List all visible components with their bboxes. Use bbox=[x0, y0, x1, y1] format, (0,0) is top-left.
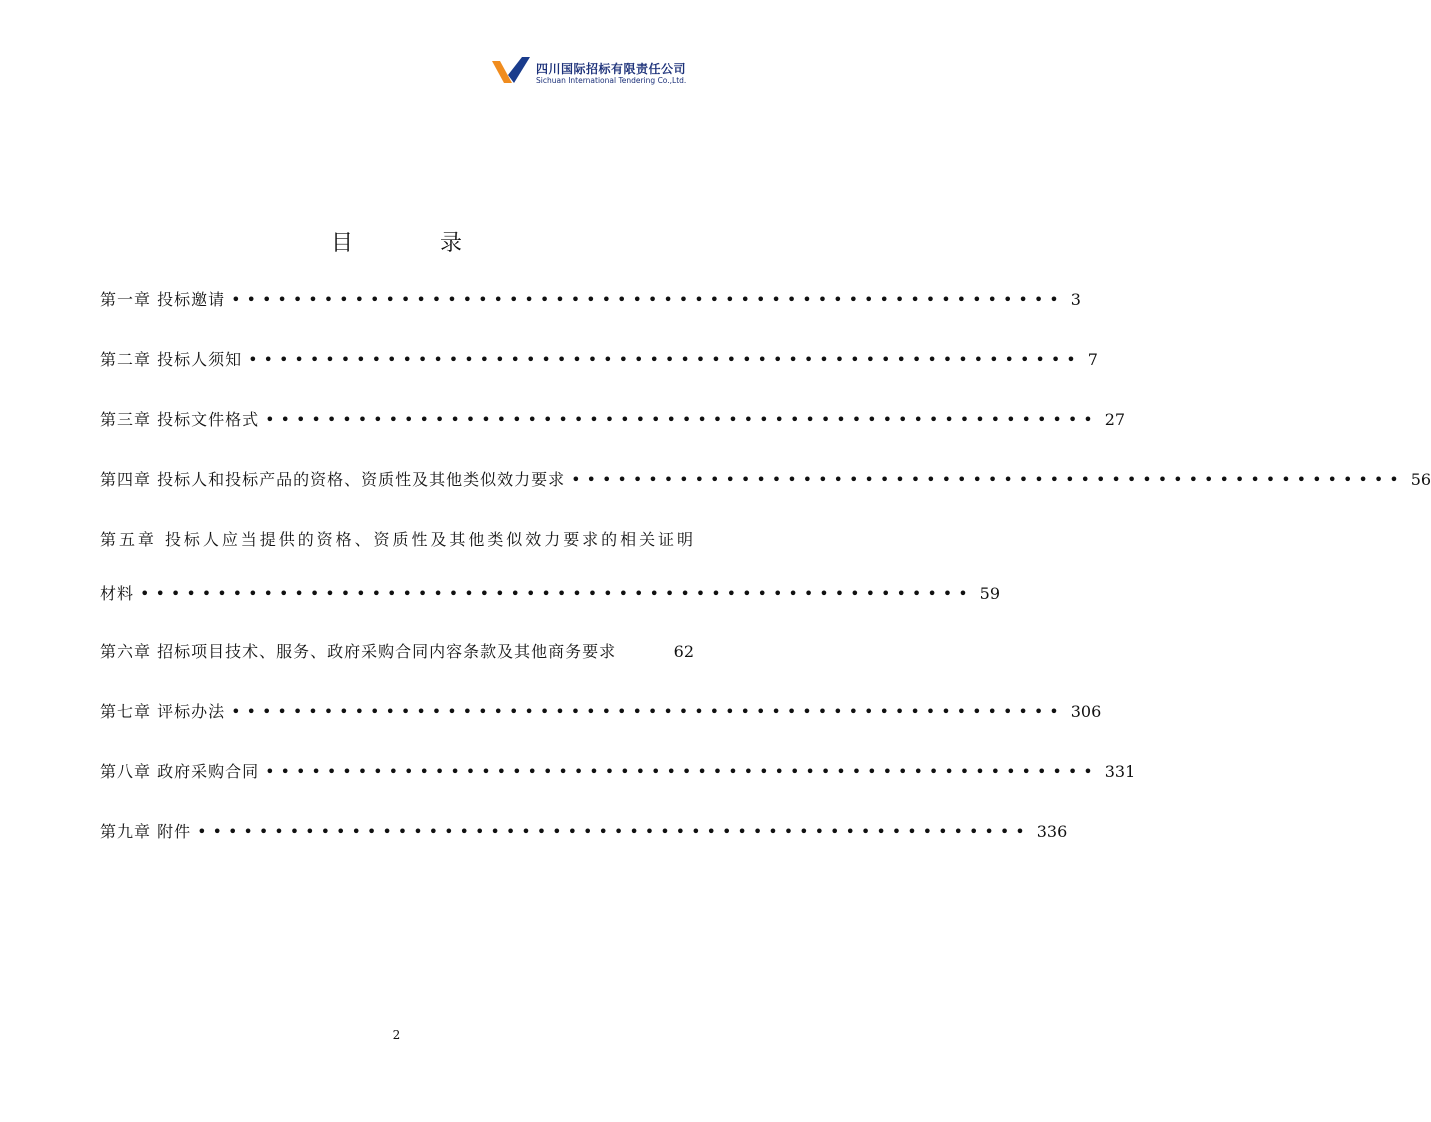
toc-title: 目 录 bbox=[331, 231, 502, 256]
toc-entry-label: 第八章 政府采购合同 bbox=[100, 762, 260, 781]
toc-entry-label: 第九章 附件 bbox=[100, 822, 192, 841]
toc-entry-page: 336 bbox=[1036, 822, 1068, 841]
toc-entry-ch2[interactable] bbox=[100, 342, 1098, 402]
toc-entry-label: 第六章 招标项目技术、服务、政府采购合同内容条款及其他商务要求 bbox=[100, 642, 617, 661]
toc-entry-page: 306 bbox=[1070, 702, 1102, 721]
toc-entry-page: 59 bbox=[979, 584, 1000, 603]
toc-entry-page: 7 bbox=[1087, 350, 1098, 369]
toc-entry-page: 56 bbox=[1410, 470, 1431, 489]
toc-entry-ch1[interactable] bbox=[100, 282, 1081, 342]
toc-entry-label-line2: 材料 bbox=[100, 584, 135, 603]
toc-leader-dots: •••••••••••••••••••••••••••••••••••••••••••••••••••••• bbox=[231, 290, 1065, 309]
toc-leader-dots: •••••••••••••••••••••••••••••••••••••••••••••••••••••• bbox=[197, 822, 1031, 841]
toc-entry-ch3[interactable] bbox=[100, 402, 1126, 462]
toc-entry-label: 第一章 投标邀请 bbox=[100, 290, 226, 309]
toc-entry-ch5[interactable] bbox=[100, 522, 1000, 634]
company-name-cn: 四川国际招标有限责任公司 bbox=[536, 62, 687, 76]
company-logo-icon bbox=[490, 55, 534, 87]
toc-leader-dots: •••••••••••••••••••••••••••••••••••••••••••••••••••••• bbox=[265, 762, 1099, 781]
toc-entry-label: 第二章 投标人须知 bbox=[100, 350, 243, 369]
toc-entry-label: 第三章 投标文件格式 bbox=[100, 410, 260, 429]
toc-entry-label: 第七章 评标办法 bbox=[100, 702, 226, 721]
toc-entry-ch4[interactable] bbox=[100, 462, 1431, 522]
toc-entry-page: 62 bbox=[673, 642, 694, 661]
company-name-en: Sichuan International Tendering Co.,Ltd. bbox=[536, 76, 687, 85]
toc-leader-dots: •••••••••••••••••••••••••••••••••••••••••••••••••••••• bbox=[265, 410, 1099, 429]
toc-entry-page: 27 bbox=[1104, 410, 1126, 429]
toc-leader-dots: •••••••••••••••••••••••••••••••••••••••••••••••••••••• bbox=[140, 584, 974, 603]
page-number: 2 bbox=[392, 1028, 401, 1042]
toc-entry-ch6[interactable] bbox=[100, 634, 694, 694]
toc-entry-page: 3 bbox=[1070, 290, 1081, 309]
company-logo bbox=[490, 55, 700, 89]
toc-entry-ch7[interactable] bbox=[100, 694, 1102, 754]
toc-leader-dots: •••••••••••••••••••••••••••••••••••••••••••••••••••••• bbox=[248, 350, 1082, 369]
toc-entry-ch8[interactable] bbox=[100, 754, 1136, 814]
toc-entry-ch9[interactable] bbox=[100, 814, 1068, 874]
toc-entry-page: 331 bbox=[1104, 762, 1136, 781]
table-of-contents bbox=[100, 282, 1431, 874]
toc-entry-label-line1: 第五章 投标人应当提供的资格、资质性及其他类似效力要求的相关证明 bbox=[100, 530, 694, 549]
toc-entry-label: 第四章 投标人和投标产品的资格、资质性及其他类似效力要求 bbox=[100, 470, 566, 489]
toc-leader-dots: •••••••••••••••••••••••••••••••••••••••••••••••••••••• bbox=[231, 702, 1065, 721]
toc-leader-dots: •••••••••••••••••••••••••••••••••••••••••••••••••••••• bbox=[571, 470, 1405, 489]
